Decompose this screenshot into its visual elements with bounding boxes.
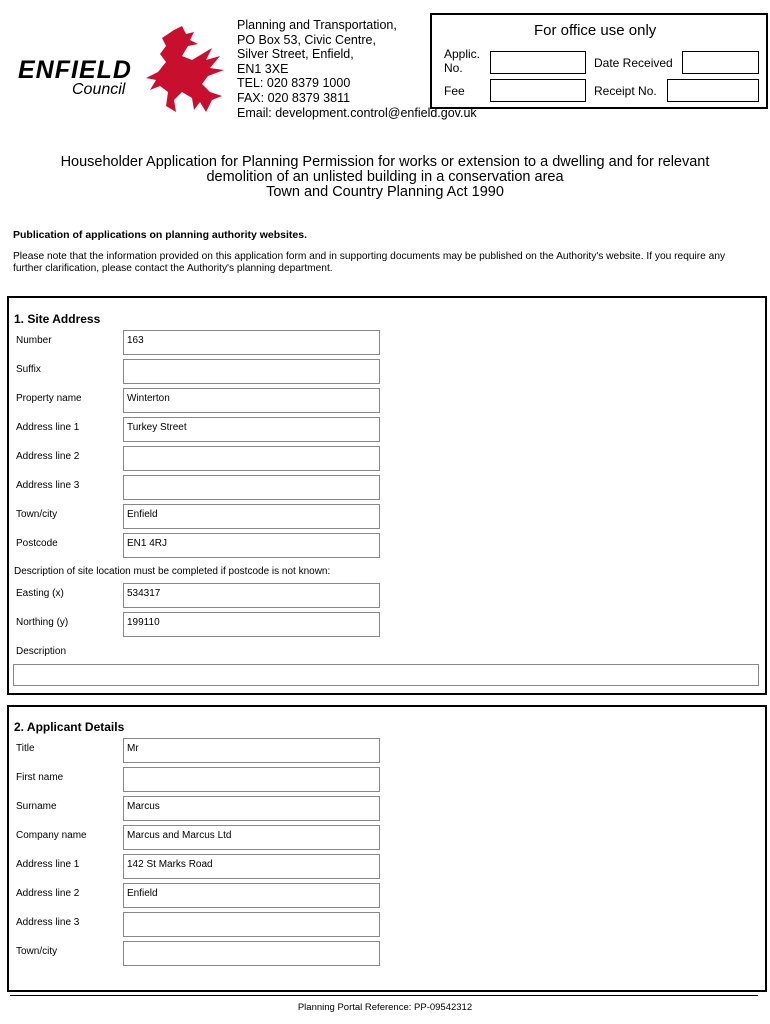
applicant-address-line-2-label: Address line 2 (16, 888, 80, 899)
description-label: Description (16, 646, 67, 657)
fax: FAX: 020 8379 3811 (237, 90, 351, 105)
date-received-input[interactable] (682, 51, 759, 74)
surname-input[interactable]: Marcus (123, 796, 380, 821)
location-note: Description of site location must be completed if postcode is not known: (14, 566, 331, 577)
applicant-address-line-3-label: Address line 3 (16, 917, 80, 928)
footer-divider (10, 995, 758, 996)
form-title-line: Householder Application for Planning Permission for works or extension to a dwelling and for relevant (60, 154, 710, 170)
town-city-label: Town/city (16, 509, 58, 520)
logo-subtitle: Council (72, 81, 126, 98)
company-name-label: Company name (16, 830, 87, 841)
receipt-no-input[interactable] (667, 79, 759, 102)
council-logo (18, 26, 208, 116)
title-label: Title (16, 743, 35, 754)
applicant-address-line-2-input[interactable]: Enfield (123, 883, 380, 908)
number-input[interactable]: 163 (123, 330, 380, 355)
title-input[interactable]: Mr (123, 738, 380, 763)
easting-label: Easting (x) (16, 588, 64, 599)
property-name-label: Property name (16, 393, 82, 404)
company-name-input[interactable]: Marcus and Marcus Ltd (123, 825, 380, 850)
form-title-line: demolition of an unlisted building in a conservation area (206, 169, 564, 185)
red-dragon-icon (136, 26, 228, 116)
number-label: Number (16, 335, 52, 346)
description-input[interactable] (13, 664, 759, 686)
telephone: TEL: 020 8379 1000 (237, 76, 351, 91)
fee-input[interactable] (490, 79, 586, 102)
address-line-3-label: Address line 3 (16, 480, 80, 491)
applicant-address-line-1-input[interactable]: 142 St Marks Road (123, 854, 380, 879)
receipt-no-label: Receipt No. (594, 84, 657, 98)
applicant-address-line-3-input[interactable] (123, 912, 380, 937)
address-line-3-input[interactable] (123, 475, 380, 500)
applicant-address-line-1-label: Address line 1 (16, 859, 80, 870)
publication-heading: Publication of applications on planning authority websites. (13, 229, 308, 241)
northing-label: Northing (y) (16, 617, 69, 628)
address-line-1-label: Address line 1 (16, 422, 80, 433)
applic-no-input[interactable] (490, 51, 586, 74)
suffix-input[interactable] (123, 359, 380, 384)
first-name-label: First name (16, 772, 64, 783)
town-city-input[interactable]: Enfield (123, 504, 380, 529)
surname-label: Surname (16, 801, 57, 812)
applicant-details-section (7, 705, 767, 992)
applicant-town-city-label: Town/city (16, 946, 58, 957)
property-name-input[interactable]: Winterton (123, 388, 380, 413)
email-link[interactable]: Email: development.control@enfield.gov.uk (237, 105, 477, 120)
applic-no-label: Applic. No. (444, 47, 481, 75)
address-line-2-input[interactable] (123, 446, 380, 471)
applicant-town-city-input[interactable] (123, 941, 380, 966)
postcode-label: Postcode (16, 538, 58, 549)
office-use-panel (430, 13, 768, 109)
address-line-1-input[interactable]: Turkey Street (123, 417, 380, 442)
form-title-line: Town and Country Planning Act 1990 (266, 184, 504, 200)
office-use-title: For office use only (534, 22, 657, 39)
site-address-section (7, 296, 767, 695)
northing-input[interactable]: 199110 (123, 612, 380, 637)
applicant-details-title: 2. Applicant Details (14, 720, 125, 734)
address-line: Silver Street, Enfield, (237, 47, 354, 62)
address-line-2-label: Address line 2 (16, 451, 80, 462)
suffix-label: Suffix (16, 364, 41, 375)
postcode-input[interactable]: EN1 4RJ (123, 533, 380, 558)
easting-input[interactable]: 534317 (123, 583, 380, 608)
address-line: PO Box 53, Civic Centre, (237, 32, 376, 47)
first-name-input[interactable] (123, 767, 380, 792)
address-line: Planning and Transportation, (237, 18, 397, 32)
address-line: EN1 3XE (237, 61, 289, 76)
logo-wordmark: ENFIELD (18, 56, 132, 84)
date-received-label: Date Received (594, 56, 673, 70)
portal-reference: Planning Portal Reference: PP-09542312 (297, 1002, 473, 1013)
fee-label: Fee (444, 84, 465, 98)
form-title (10, 155, 760, 200)
publication-text: Please note that the information provided on this application form and in supporting documents may be published on the Authority's website. If you require any further clarification, please contact the Authority's planning department. (13, 251, 726, 274)
site-address-title: 1. Site Address (14, 312, 101, 326)
